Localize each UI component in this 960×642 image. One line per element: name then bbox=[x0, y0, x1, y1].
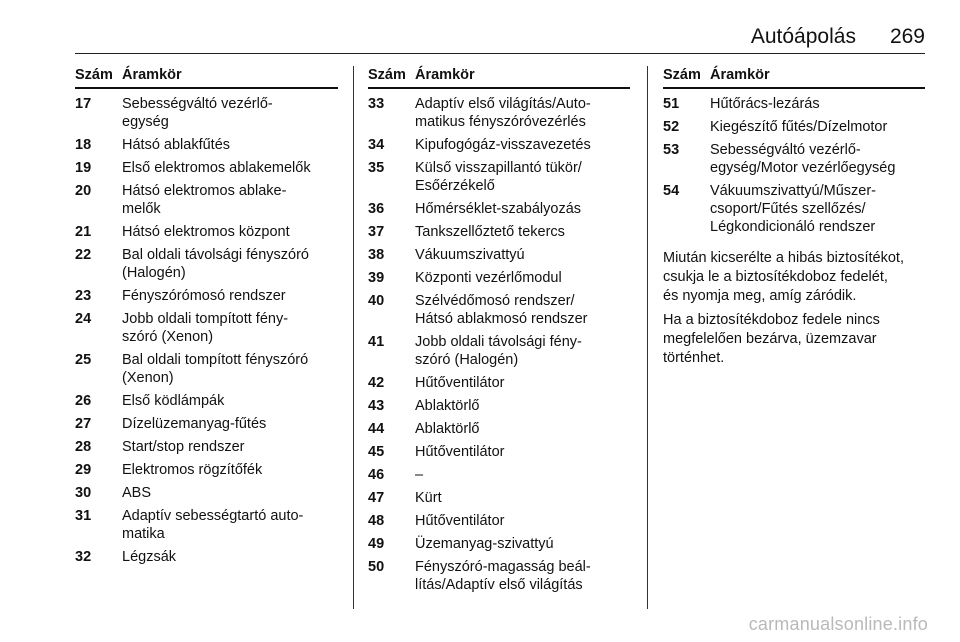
fuse-number: 37 bbox=[368, 224, 385, 240]
circuit-name: Hátsó elektromos ablake- melők bbox=[122, 183, 287, 217]
fuse-number: 53 bbox=[663, 142, 680, 158]
table-row bbox=[75, 95, 338, 131]
table-row bbox=[75, 461, 338, 479]
fuse-number: 25 bbox=[75, 352, 92, 368]
fuse-table-column-1 bbox=[75, 66, 338, 566]
circuit-name: Fényszóró-magasság beál- lítás/Adaptív első világítás bbox=[415, 559, 591, 593]
fuse-number: 17 bbox=[75, 96, 92, 112]
circuit-name: Start/stop rendszer bbox=[122, 439, 245, 455]
circuit-name: Kürt bbox=[415, 490, 442, 506]
table-row bbox=[75, 246, 338, 282]
table-row bbox=[368, 159, 630, 195]
fuse-table-column-2 bbox=[368, 66, 630, 594]
table-row bbox=[368, 397, 630, 415]
fuse-number: 41 bbox=[368, 334, 385, 350]
circuit-name: Tankszellőztető tekercs bbox=[415, 224, 565, 240]
fuse-number: 29 bbox=[75, 462, 92, 478]
table-row bbox=[368, 535, 630, 553]
table-row bbox=[368, 246, 630, 264]
table-row bbox=[368, 269, 630, 287]
fuse-number: 49 bbox=[368, 536, 385, 552]
fuse-number: 18 bbox=[75, 137, 92, 153]
circuit-name: Fényszórómosó rendszer bbox=[122, 288, 286, 304]
fuse-number: 22 bbox=[75, 247, 92, 263]
fuse-number: 27 bbox=[75, 416, 92, 432]
fuse-number: 21 bbox=[75, 224, 92, 240]
circuit-name: Hátsó ablakfűtés bbox=[122, 137, 231, 153]
column-divider bbox=[647, 66, 648, 609]
fuse-number: 20 bbox=[75, 183, 92, 199]
table-row bbox=[368, 512, 630, 530]
header-circuit: Áramkör bbox=[122, 67, 182, 83]
circuit-name: Külső visszapillantó tükör/ Esőérzékelő bbox=[415, 160, 582, 194]
circuit-name: Hűtőventilátor bbox=[415, 375, 505, 391]
table-row bbox=[75, 159, 338, 177]
circuit-name: Jobb oldali távolsági fény- szóró (Halogén) bbox=[415, 334, 582, 368]
table-row bbox=[368, 466, 630, 484]
table-row bbox=[75, 182, 338, 218]
fuse-number: 36 bbox=[368, 201, 385, 217]
fuse-number: 39 bbox=[368, 270, 385, 286]
table-rows bbox=[368, 95, 630, 594]
circuit-name: Sebességváltó vezérlő- egység bbox=[122, 96, 273, 130]
table-row bbox=[368, 420, 630, 438]
circuit-name: Sebességváltó vezérlő- egység/Motor vezérlőegység bbox=[710, 142, 896, 176]
fuse-number: 42 bbox=[368, 375, 385, 391]
fuse-number: 31 bbox=[75, 508, 92, 524]
table-row bbox=[75, 392, 338, 410]
table-header bbox=[368, 66, 630, 89]
header-rule bbox=[75, 53, 925, 54]
table-rows bbox=[663, 95, 925, 236]
circuit-name: Központi vezérlőmodul bbox=[415, 270, 562, 286]
fuse-number: 19 bbox=[75, 160, 92, 176]
fuse-number: 34 bbox=[368, 137, 385, 153]
fuse-number: 33 bbox=[368, 96, 385, 112]
table-row bbox=[75, 548, 338, 566]
table-row bbox=[75, 415, 338, 433]
circuit-name: Ablaktörlő bbox=[415, 421, 480, 437]
circuit-name: – bbox=[415, 467, 424, 483]
table-row bbox=[663, 182, 925, 236]
column-divider bbox=[353, 66, 354, 609]
table-row bbox=[368, 292, 630, 328]
page-number: 269 bbox=[889, 25, 925, 48]
fuse-number: 48 bbox=[368, 513, 385, 529]
fuse-number: 26 bbox=[75, 393, 92, 409]
table-row bbox=[368, 558, 630, 594]
circuit-name: Elektromos rögzítőfék bbox=[122, 462, 263, 478]
circuit-name: Első ködlámpák bbox=[122, 393, 225, 409]
table-header bbox=[75, 66, 338, 89]
circuit-name: Ablaktörlő bbox=[415, 398, 480, 414]
circuit-name: Első elektromos ablakemelők bbox=[122, 160, 311, 176]
table-row bbox=[368, 136, 630, 154]
fuse-number: 51 bbox=[663, 96, 680, 112]
table-row bbox=[368, 443, 630, 461]
circuit-name: Hűtőventilátor bbox=[415, 513, 505, 529]
table-row bbox=[75, 438, 338, 456]
fuse-number: 35 bbox=[368, 160, 385, 176]
table-row bbox=[368, 374, 630, 392]
circuit-name: Hűtőventilátor bbox=[415, 444, 505, 460]
fuse-number: 38 bbox=[368, 247, 385, 263]
instructions bbox=[663, 249, 925, 368]
fuse-number: 30 bbox=[75, 485, 92, 501]
instruction-paragraph: Miután kicserélte a hibás biztosítékot, csukja le a biztosítékdoboz fedelét, és nyomja meg, amíg záródik. bbox=[663, 250, 904, 304]
section-title: Autóápolás bbox=[750, 25, 856, 48]
fuse-number: 54 bbox=[663, 183, 680, 199]
fuse-number: 32 bbox=[75, 549, 92, 565]
table-rows bbox=[75, 95, 338, 566]
circuit-name: Kiegészítő fűtés/Dízelmotor bbox=[710, 119, 888, 135]
table-row bbox=[75, 507, 338, 543]
table-row bbox=[663, 141, 925, 177]
header-number: Szám bbox=[75, 67, 113, 83]
circuit-name: Adaptív első világítás/Auto- matikus fényszóróvezérlés bbox=[415, 96, 591, 130]
fuse-number: 43 bbox=[368, 398, 385, 414]
table-row bbox=[368, 223, 630, 241]
circuit-name: Légzsák bbox=[122, 549, 177, 565]
table-row bbox=[75, 223, 338, 241]
fuse-number: 24 bbox=[75, 311, 92, 327]
fuse-table-column-3 bbox=[663, 66, 925, 368]
fuse-number: 45 bbox=[368, 444, 385, 460]
table-row bbox=[663, 95, 925, 113]
table-row bbox=[75, 287, 338, 305]
circuit-name: Adaptív sebességtartó auto- matika bbox=[122, 508, 304, 542]
fuse-number: 40 bbox=[368, 293, 385, 309]
circuit-name: Bal oldali tompított fényszóró (Xenon) bbox=[122, 352, 309, 386]
table-row bbox=[75, 136, 338, 154]
circuit-name: Szélvédőmosó rendszer/ Hátsó ablakmosó rendszer bbox=[415, 293, 588, 327]
fuse-number: 44 bbox=[368, 421, 385, 437]
header-number: Szám bbox=[368, 67, 406, 83]
circuit-name: Vákuumszivattyú/Műszer- csoport/Fűtés szellőzés/ Légkondicionáló rendszer bbox=[710, 183, 876, 235]
circuit-name: ABS bbox=[122, 485, 152, 501]
circuit-name: Kipufogógáz-visszavezetés bbox=[415, 137, 591, 153]
circuit-name: Vákuumszivattyú bbox=[415, 247, 525, 263]
circuit-name: Üzemanyag-szivattyú bbox=[415, 536, 554, 552]
instruction-paragraph: Ha a biztosítékdoboz fedele nincs megfelelően bezárva, üzemzavar történhet. bbox=[663, 312, 880, 366]
table-header bbox=[663, 66, 925, 89]
header-circuit: Áramkör bbox=[415, 67, 475, 83]
table-row bbox=[75, 351, 338, 387]
circuit-name: Hátsó elektromos központ bbox=[122, 224, 290, 240]
table-row bbox=[75, 484, 338, 502]
table-row bbox=[368, 200, 630, 218]
watermark: carmanualsonline.info bbox=[748, 614, 928, 634]
header-number: Szám bbox=[663, 67, 701, 83]
circuit-name: Hűtőrács-lezárás bbox=[710, 96, 820, 112]
fuse-number: 47 bbox=[368, 490, 385, 506]
circuit-name: Jobb oldali tompított fény- szóró (Xenon) bbox=[122, 311, 289, 345]
table-row bbox=[663, 118, 925, 136]
fuse-number: 46 bbox=[368, 467, 385, 483]
circuit-name: Bal oldali távolsági fényszóró (Halogén) bbox=[122, 247, 309, 281]
fuse-number: 52 bbox=[663, 119, 680, 135]
circuit-name: Hőmérséklet-szabályozás bbox=[415, 201, 582, 217]
fuse-number: 50 bbox=[368, 559, 385, 575]
fuse-number: 28 bbox=[75, 439, 92, 455]
table-row bbox=[368, 489, 630, 507]
circuit-name: Dízelüzemanyag-fűtés bbox=[122, 416, 267, 432]
table-row bbox=[368, 95, 630, 131]
table-row bbox=[75, 310, 338, 346]
table-row bbox=[368, 333, 630, 369]
page-header bbox=[75, 22, 925, 52]
fuse-number: 23 bbox=[75, 288, 92, 304]
header-circuit: Áramkör bbox=[710, 67, 770, 83]
